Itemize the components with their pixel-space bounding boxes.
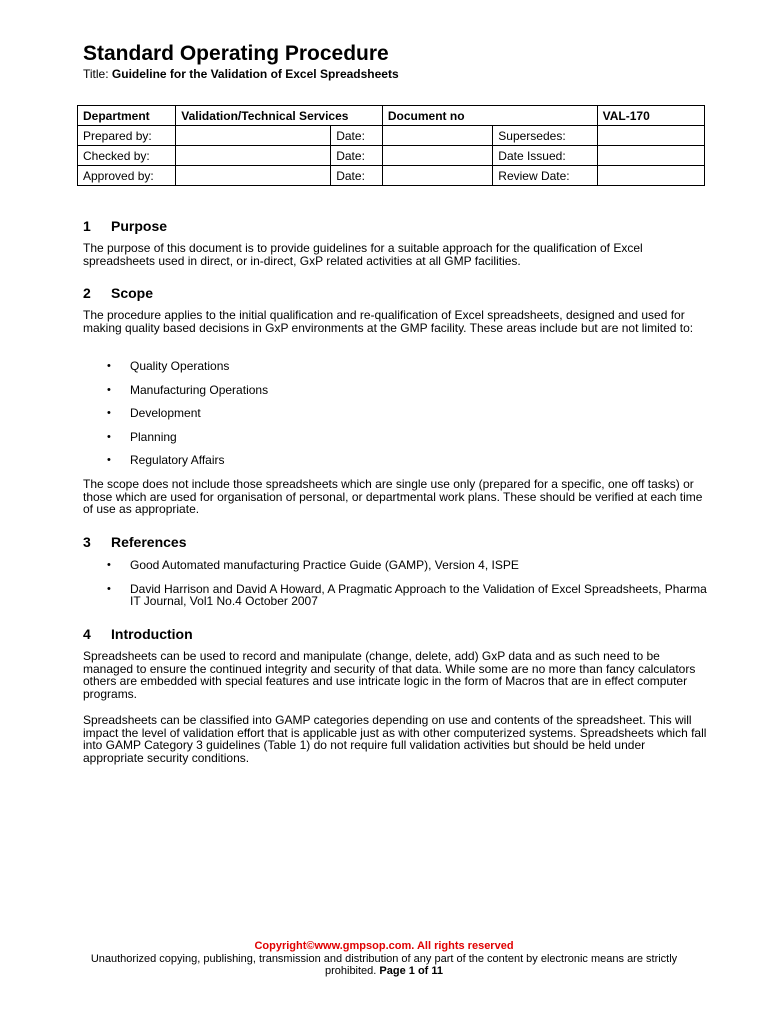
page-footer	[0, 940, 768, 978]
doc-title-line	[83, 67, 708, 81]
doc-no-value: VAL-170	[597, 106, 704, 126]
list-item: • Planning	[83, 431, 268, 444]
doc-no-label: Document no	[382, 106, 597, 126]
date-label: Date:	[331, 146, 383, 166]
list-item: • Good Automated manufacturing Practice Guide (GAMP), Version 4, ISPE	[83, 559, 708, 572]
right-value-cell	[597, 146, 704, 166]
date-value-cell	[382, 126, 492, 146]
scope-text-2: The scope does not include those spreadsheets which are single use only (prepared for a specific, one off tasks) or those which are used for organisation of personal, or departmental work plans. These should be verified at each time of use as appropriate.	[83, 477, 703, 516]
list-item: • Quality Operations	[83, 360, 268, 373]
scope-text: The procedure applies to the initial qualification and re-qualification of Excel spreadsheets, designed and used for making quality based decisions in GxP environments at the GMP facility. These areas include but are not limited to:	[83, 308, 694, 335]
row-label: Approved by:	[78, 166, 176, 186]
date-value-cell	[382, 146, 492, 166]
right-value-cell	[597, 166, 704, 186]
right-label: Supersedes:	[493, 126, 597, 146]
document-info-table	[77, 105, 705, 186]
row-label: Checked by:	[78, 146, 176, 166]
introduction-text-2: Spreadsheets can be classified into GAMP categories depending on use and contents of the spreadsheet. This will impact the level of validation effort that is applicable just as with other computerized systems. Spreadsheets which fall into GAMP Category 3 guidelines (Table 1) do not require full validation activities but should be held under appropriate security conditions.	[83, 713, 707, 765]
usage-notice: Unauthorized copying, publishing, transmission and distribution of any part of the content by electronic means are strictly prohibited. Page 1 of 11	[90, 952, 678, 977]
table-header-row	[78, 106, 705, 126]
introduction-text: Spreadsheets can be used to record and manipulate (change, delete, add) GxP data and as such need to be managed to ensure the continued integrity and security of that data. While some are no more than fancy calculators others are embedded with special features and use intricate logic in the form of Macros that are in effect computer programs.	[83, 649, 696, 701]
table-row	[78, 126, 705, 146]
doc-type-heading: Standard Operating Procedure	[83, 42, 389, 65]
row-value-cell	[176, 146, 331, 166]
row-label: Prepared by:	[78, 126, 176, 146]
row-value-cell	[176, 126, 331, 146]
title-label: Title:	[83, 67, 112, 81]
section-heading-scope: 2 Scope	[83, 285, 154, 301]
department-label: Department	[78, 106, 176, 126]
right-value-cell	[597, 126, 704, 146]
date-label: Date:	[331, 126, 383, 146]
document-page	[83, 42, 708, 765]
list-item: • Development	[83, 407, 268, 420]
doc-title: Guideline for the Validation of Excel Spreadsheets	[111, 67, 399, 81]
purpose-text: The purpose of this document is to provide guidelines for a suitable approach for the qualification of Excel spreadsheets used in direct, or in-direct, GxP related activities at all GMP facilities.	[83, 241, 643, 268]
row-value-cell	[176, 166, 331, 186]
right-label: Review Date:	[493, 166, 597, 186]
page-number: Page 1 of 11	[379, 965, 444, 977]
section-heading-references: 3 References	[83, 534, 187, 550]
section-heading-introduction: 4 Introduction	[83, 626, 193, 642]
department-value: Validation/Technical Services	[176, 106, 383, 126]
section-heading-purpose: 1 Purpose	[83, 218, 168, 234]
table-row	[78, 166, 705, 186]
copyright-notice: Copyright©www.gmpsop.com. All rights reserved	[254, 940, 514, 952]
right-label: Date Issued:	[493, 146, 597, 166]
scope-list	[83, 360, 268, 467]
table-row	[78, 146, 705, 166]
list-item: • Regulatory Affairs	[83, 454, 268, 467]
references-list	[83, 559, 708, 608]
date-value-cell	[382, 166, 492, 186]
date-label: Date:	[331, 166, 383, 186]
list-item: • Manufacturing Operations	[83, 384, 268, 397]
list-item: • David Harrison and David A Howard, A Pragmatic Approach to the Validation of Excel Spreadsheets, Pharma IT Journal, Vol1 No.4 October 2007	[83, 583, 708, 608]
